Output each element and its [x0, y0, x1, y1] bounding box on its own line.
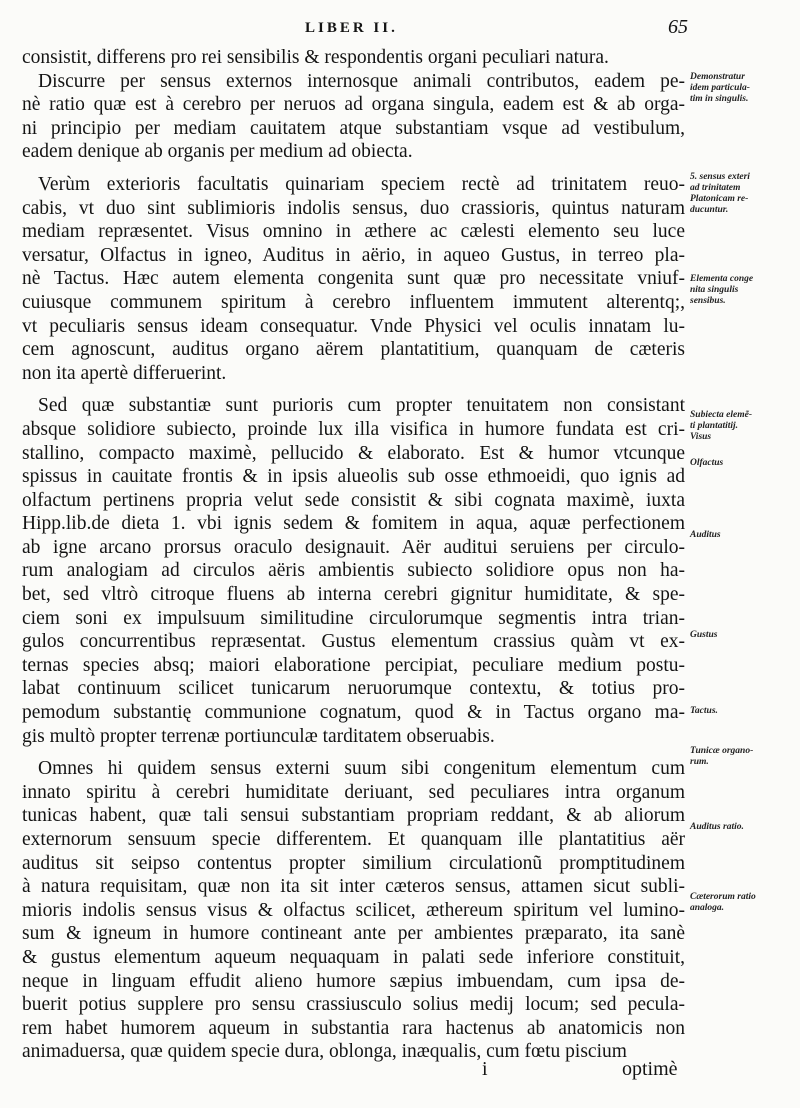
margin-note-line: Auditus [690, 530, 721, 540]
text-line: labat continuum scilicet tunicarum neruorumque contextu, & totius pro- [22, 678, 685, 700]
page-number: 65 [668, 16, 688, 38]
text-line: absque solidiore subiecto, proinde lux illa visifica in humore fundata est cri- [22, 418, 685, 440]
text-line: neque in linguam effudit alieno humore sæpius imbuendam, cum ipsa de- [22, 970, 685, 992]
text-line: eadem denique ab organis per medium ad obiecta. [22, 141, 413, 163]
margin-note-line: Platonicam re- [690, 194, 749, 204]
margin-note-line: Olfactus [690, 458, 724, 468]
text-line: gulos concurrentibus repræsentat. Gustus elementum crassius quàm vt ex- [22, 631, 685, 653]
text-line: ciem soni ex impulsuum similitudine circulorumque segmentis intra trian- [22, 607, 685, 629]
margin-note-line: Tactus. [690, 706, 718, 716]
margin-note-line: ad trinitatem [690, 183, 741, 193]
text-line: ternas species absq; maiori elaboratione percipiat, peculiare medium postu- [22, 654, 685, 676]
margin-note-line: analoga. [690, 903, 725, 913]
text-line: tunicas habent, quæ tali sensui substantiam propriam reddant, & ab aliorum [22, 805, 685, 827]
text-line: animaduersa, quæ quidem specie dura, oblonga, inæqualis, cum fœtu piscium [22, 1041, 627, 1063]
margin-note [690, 822, 795, 833]
margin-note-line: Auditus ratio. [690, 822, 744, 832]
text-line: Omnes hi quidem sensus externi suum sibi congenitum elementum cum [38, 758, 685, 780]
margin-note-line: Demonstratur [690, 72, 745, 82]
running-title: LIBER II. [305, 20, 398, 36]
text-line: bet, sed vltrò citroque fluens ab interna cerebri gignitur humiditate, & spe- [22, 584, 685, 606]
text-line: versatur, Olfactus in igneo, Auditus in aërio, in aqueo Gustus, in terreo pla- [22, 244, 685, 266]
text-line: olfactum pertinens propria velut sede consistit & sibi cognata maximè, iuxta [22, 489, 685, 511]
text-line: vt peculiaris sensus ideam consequatur. Vnde Physici vel oculis innatam lu- [22, 315, 685, 337]
margin-note-line: nita singulis [690, 285, 739, 295]
margin-note [690, 410, 795, 443]
margin-note [690, 530, 795, 541]
text-line: buerit potius supplere pro sensu crassiusculo solius medij locum; sed pecula- [22, 994, 685, 1016]
margin-note [690, 746, 795, 768]
margin-note-line: tim in singulis. [690, 94, 749, 104]
text-line: à natura requisitam, quæ non ita sit inter cæteros sensus, attamen sicut subli- [22, 876, 685, 898]
page-footer [0, 1058, 800, 1098]
text-line: innato spiritu à cerebri humiditate deriuant, sed peculiares intra organum [22, 781, 685, 803]
margin-note-line: Tunicæ organo- [690, 746, 754, 756]
margin-note-line: 5. sensus exteri [690, 172, 750, 182]
text-line: stallino, compacto maximè, pellucido & elaborato. Est & humor vtcunque [22, 442, 685, 464]
text-line: externorum sensuum specie differentem. Et quanquam ille plantatitius aër [22, 829, 685, 850]
margin-note-line: Visus [690, 432, 712, 442]
text-line: cem agnoscunt, auditus organo aërem plantatitium, quanquam de cæteris [22, 339, 685, 361]
margin-note [690, 172, 795, 216]
margin-note-line: idem particula- [690, 83, 750, 93]
text-line: consistit, differens pro rei sensibilis & respondentis organi peculiari natura. [22, 47, 609, 68]
text-line: rem habet humorem aqueum in substantia rara hactenus ab anatomicis non [22, 1017, 685, 1039]
text-line: nè Tactus. Hæc autem elementa congenita sunt quæ pro necessitate vniuf- [22, 268, 685, 290]
margin-note-line: ducuntur. [690, 205, 729, 215]
text-line: rum analogiam ad circulos aëris ambientis subiecto solidiore opus non ha- [22, 560, 685, 582]
text-line: Sed quæ substantiæ sunt purioris cum propter tenuitatem non consistant [38, 395, 685, 417]
margin-note-line: ti plantatitij. [690, 421, 739, 431]
text-line: pemodum substantię communione cognatum, quod & in Tactus organo ma- [22, 702, 685, 724]
text-line: ni principio per mediam cauitatem atque substantiam vsque ad vestibulum, [22, 117, 685, 139]
text-line: cuiusque communem spiritum à cerebro influentem immutent alterentq;, [22, 291, 685, 313]
text-line: sum & igneum in humore contineant ante per ambientes præparato, ita sanè [22, 923, 685, 945]
text-line: non ita apertè differuerint. [22, 362, 227, 384]
margin-note [690, 706, 795, 717]
text-line: Discurre per sensus externos internosque animali contributos, eadem pe- [38, 70, 685, 92]
margin-note-line: Subiecta elemẽ- [690, 410, 752, 420]
text-line: nè ratio quæ est à cerebro per neruos ad organa singula, eadem est & ab orga- [22, 94, 685, 116]
text-line: mediam repræsentet. Visus omnino in æthere ac cælesti elemento seu luce [22, 221, 685, 243]
margin-note-line: sensibus. [690, 296, 726, 306]
margin-note [690, 458, 795, 469]
margin-note [690, 892, 795, 914]
catchword: optimè [622, 1058, 678, 1080]
text-line: auditus sit seipso contentus propter similium circulationũ promptitudinem [22, 852, 685, 874]
text-line: gis multò propter terrenæ portiunculæ tarditatem obseruabis. [22, 725, 495, 747]
margin-note-line: Gustus [690, 630, 718, 640]
text-line: Hipp.lib.de dieta 1. vbi ignis sedem & fomitem in aqua, aquæ perfectionem [22, 513, 685, 535]
signature-mark: i [482, 1058, 488, 1080]
margin-note-line: Cæterorum ratio [690, 892, 756, 902]
text-line: cabis, vt duo sint sublimioris indolis sensus, duo crassioris, quintus naturam [22, 197, 685, 219]
margin-note-line: Elementa conge [690, 274, 754, 284]
text-line: & gustus elementum aqueum nequaquam in palati sede inferiore constituit, [22, 946, 685, 968]
text-line: Verùm exterioris facultatis quinariam speciem rectè ad trinitatem reuo- [38, 173, 685, 195]
margin-note [690, 274, 795, 307]
text-line: spissus in cauitate frontis & in ipsis alueolis sub osse ethmoeidi, quo ignis ad [22, 466, 685, 488]
text-line: mioris indolis sensus visus & olfactus scilicet, æthereum spiritum vel lumino- [22, 899, 685, 921]
margin-note [690, 72, 795, 105]
margin-note [690, 630, 795, 641]
text-line: ab igne arcano prorsus oraculo designauit. Aër auditui seruiens per circulo- [22, 536, 685, 558]
margin-note-line: rum. [690, 757, 709, 767]
